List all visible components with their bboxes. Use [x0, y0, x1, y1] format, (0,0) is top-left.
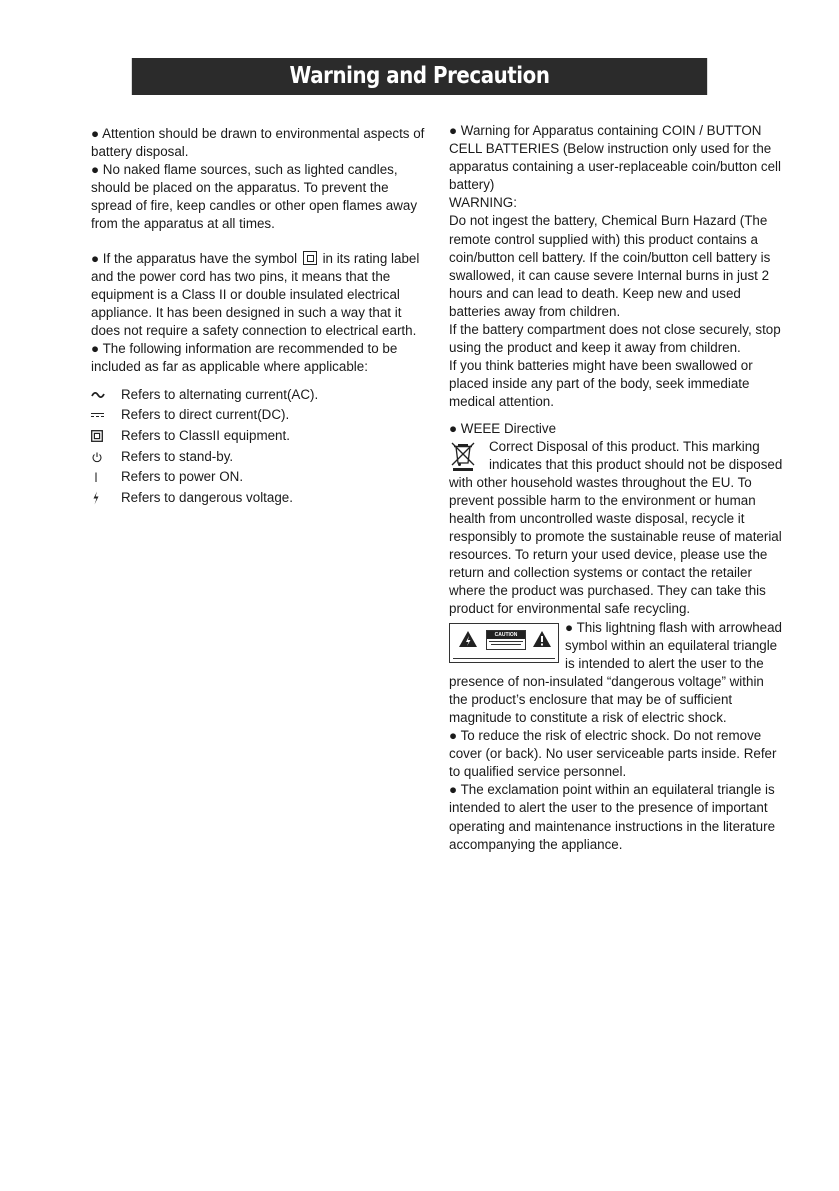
left-column — [91, 125, 431, 508]
warning-word: WARNING: — [449, 195, 517, 211]
class-ii-note-end: in its rating label and the power cord has two pins, it means that the equipment is a Class II or double insulated electrical appliance. It has been designed in such a way that it does not require a safety connection to electrical earth. — [91, 250, 420, 338]
lightning-symbol-text: ● This lightning flash with arrowhead symbol within an equilateral triangle is intended to alert the user to the presence of non-insulated “dangerous voltage” within the product’s enclosure that may be of sufficient magnitude to constitute a risk of electric shock. — [449, 619, 782, 725]
coin-battery-body: Do not ingest the battery, Chemical Burn Hazard (The remote control supplied with) this product contains a coin/button cell battery. If the coin/button cell battery is swallowed, it can cause severe Internal burns in just 2 hours and can lead to death. Keep new and used batteries away from children. — [449, 213, 771, 319]
battery-compartment-note: If the battery compartment does not close securely, stop using the product and keep it away from children. — [449, 322, 781, 356]
symbol-list — [91, 384, 431, 508]
standby-icon — [91, 451, 121, 463]
class-ii-icon — [303, 251, 317, 265]
dc-icon — [91, 413, 121, 419]
list-item: Refers to power ON. — [91, 467, 431, 488]
weee-section — [449, 438, 784, 619]
power-on-icon — [91, 471, 121, 483]
ac-icon — [91, 391, 121, 399]
lightning-icon — [91, 491, 121, 505]
caution-word: CAUTION — [487, 631, 525, 639]
class-ii-note-start: ● If the apparatus have the symbol — [91, 250, 298, 266]
shock-warning: ● To reduce the risk of electric shock. Do not remove cover (or back). No user serviceable parts inside. Refer to qualified service personnel. — [449, 728, 777, 780]
battery-disposal-note: ● Attention should be drawn to environmental aspects of battery disposal. — [91, 126, 425, 160]
class-ii-note — [91, 250, 431, 340]
class-ii-icon — [91, 430, 121, 442]
coin-battery-heading: ● Warning for Apparatus containing COIN / BUTTON CELL BATTERIES (Below instruction only used for the apparatus containing a user-replaceable coin/button cell battery) — [449, 123, 782, 193]
info-intro: ● The following information are recommended to be included as far as applicable where applicable: — [91, 341, 398, 375]
lightning-section — [449, 619, 784, 728]
exclamation-symbol-text: ● The exclamation point within an equilateral triangle is intended to alert the user to the presence of important operating and maintenance instructions in the literature accompanying the appliance. — [449, 782, 776, 852]
list-item: Refers to stand-by. — [91, 446, 431, 467]
flame-warning: ● No naked flame sources, such as lighted candles, should be placed on the apparatus. To prevent the spread of fire, keep candles or other open flames away from the apparatus at all times. — [91, 162, 418, 232]
list-item: Refers to ClassII equipment. — [91, 426, 431, 447]
page-title: Warning and Precaution — [132, 58, 707, 95]
weee-body: Correct Disposal of this product. This marking indicates that this product should not be disposed with other household wastes throughout the EU. To prevent possible harm to the environment or human health from uncontrolled waste disposal, recycle it responsibly to promote the sustainable reuse of material resources. To return your used device, please use the return and collection systems or contact the retailer where the product was purchased. They can take this product for environmental safe recycling. — [449, 438, 783, 617]
list-item: Refers to dangerous voltage. — [91, 488, 431, 509]
list-item: Refers to alternating current(AC). — [91, 384, 431, 405]
caution-label-icon — [449, 623, 559, 663]
right-column — [449, 122, 784, 854]
swallow-note: If you think batteries might have been swallowed or placed inside any part of the body, seek immediate medical attention. — [449, 358, 753, 410]
list-item: Refers to direct current(DC). — [91, 405, 431, 426]
weee-bin-icon — [449, 440, 477, 472]
weee-heading: ● WEEE Directive — [449, 420, 557, 436]
